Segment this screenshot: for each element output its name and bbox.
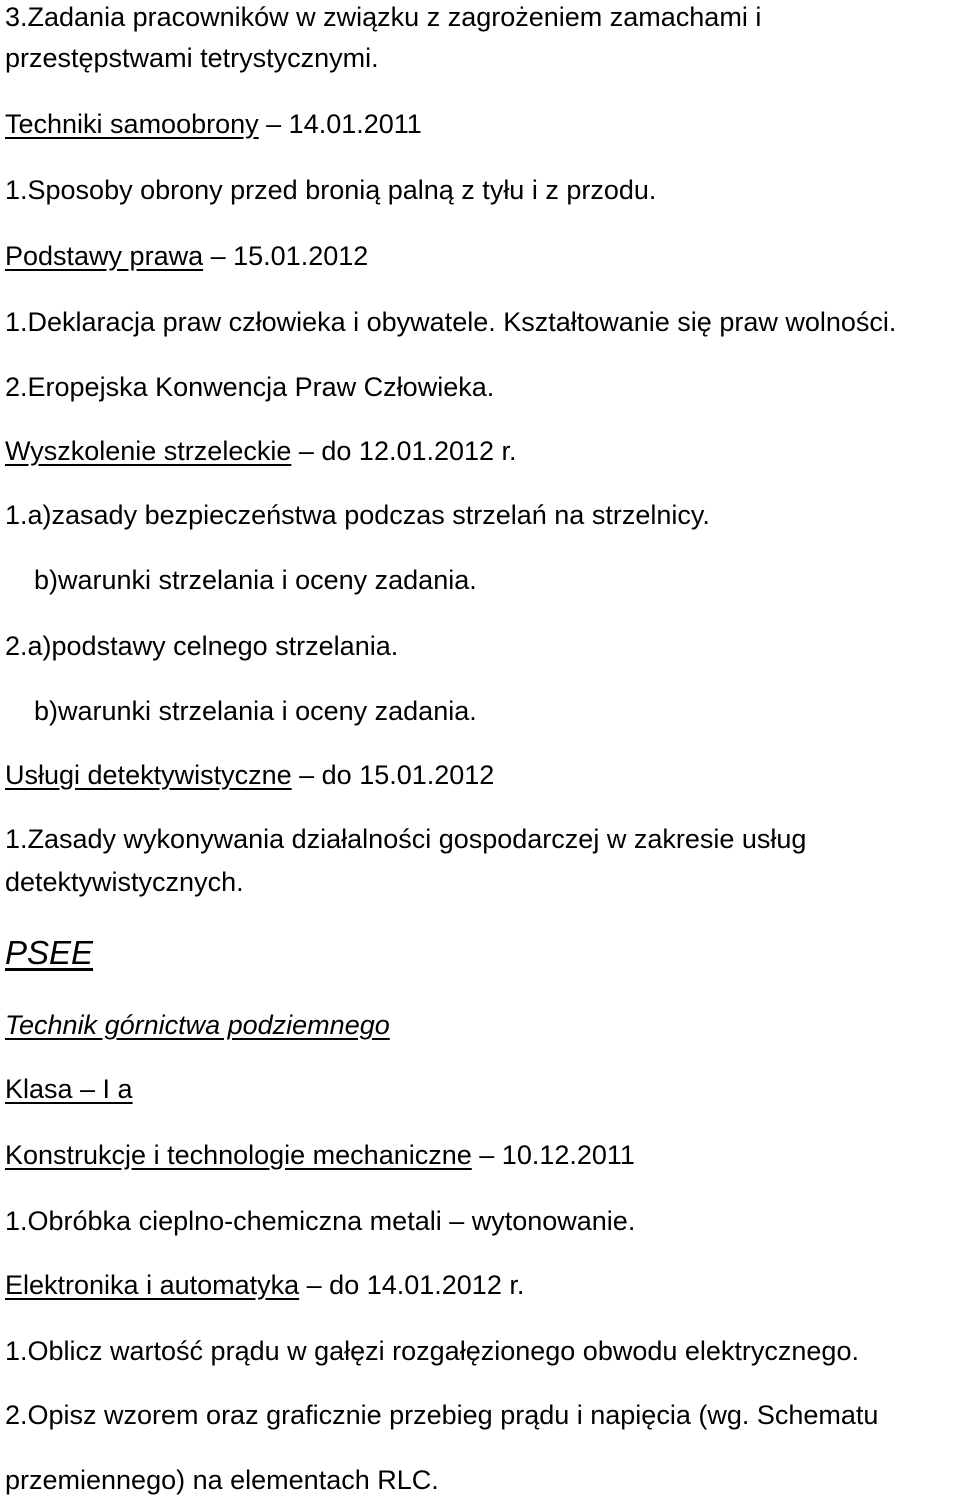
subject-name: Podstawy prawa: [5, 241, 204, 271]
subject-deadline: – 10.12.2011: [479, 1140, 635, 1170]
task-item: 2.a)podstawy celnego strzelania.: [5, 631, 399, 661]
section-title-line-2: przestępstwami tetrystycznymi.: [5, 43, 379, 73]
task-item: b)warunki strzelania i oceny zadania.: [34, 565, 477, 595]
task-item: 1.Oblicz wartość prądu w gałęzi rozgałęzionego obwodu elektrycznego.: [5, 1336, 859, 1366]
subject-deadline: – do 12.01.2012 r.: [298, 436, 517, 466]
subject-deadline: – 14.01.2011: [266, 109, 422, 139]
profession-heading: Technik górnictwa podziemnego: [5, 1010, 390, 1040]
subject-heading-samoobrona: [5, 107, 422, 141]
subject-name: Konstrukcje i technologie mechaniczne: [5, 1140, 472, 1170]
subject-name: Techniki samoobrony: [5, 109, 259, 139]
section-title-line-1: 3.Zadania pracowników w związku z zagrożeniem zamachami i: [5, 2, 762, 32]
task-item: 1.Obróbka cieplno-chemiczna metali – wytonowanie.: [5, 1206, 636, 1236]
subject-heading-elektronika: [5, 1268, 524, 1302]
subject-heading-konstrukcje: [5, 1138, 635, 1172]
subject-name: Usługi detektywistyczne: [5, 760, 292, 790]
subject-heading-prawo: [5, 239, 368, 273]
subject-name: Wyszkolenie strzeleckie: [5, 436, 292, 466]
class-label: Klasa – I a: [5, 1074, 133, 1104]
task-item: 1.Zasady wykonywania działalności gospodarczej w zakresie usług: [5, 824, 807, 854]
task-item-continuation: detektywistycznych.: [5, 867, 244, 897]
subject-deadline: – do 14.01.2012 r.: [306, 1270, 525, 1300]
subject-name: Elektronika i automatyka: [5, 1270, 300, 1300]
subject-heading-strzeleckie: [5, 434, 517, 468]
subject-deadline: – do 15.01.2012: [299, 760, 495, 790]
task-item: 1.Deklaracja praw człowieka i obywatele. Kształtowanie się praw wolności.: [5, 307, 897, 337]
task-item: b)warunki strzelania i oceny zadania.: [34, 696, 477, 726]
task-item-continuation: przemiennego) na elementach RLC.: [5, 1465, 439, 1495]
subject-deadline: – 15.01.2012: [210, 241, 369, 271]
school-heading: PSEE: [5, 934, 94, 971]
task-item: 1.Sposoby obrony przed bronią palną z tyłu i z przodu.: [5, 175, 657, 205]
task-item: 2.Eropejska Konwencja Praw Człowieka.: [5, 372, 495, 402]
task-item: 1.a)zasady bezpieczeństwa podczas strzelań na strzelnicy.: [5, 500, 710, 530]
task-item: 2.Opisz wzorem oraz graficznie przebieg prądu i napięcia (wg. Schematu: [5, 1400, 879, 1430]
subject-heading-detektyw: [5, 758, 494, 792]
